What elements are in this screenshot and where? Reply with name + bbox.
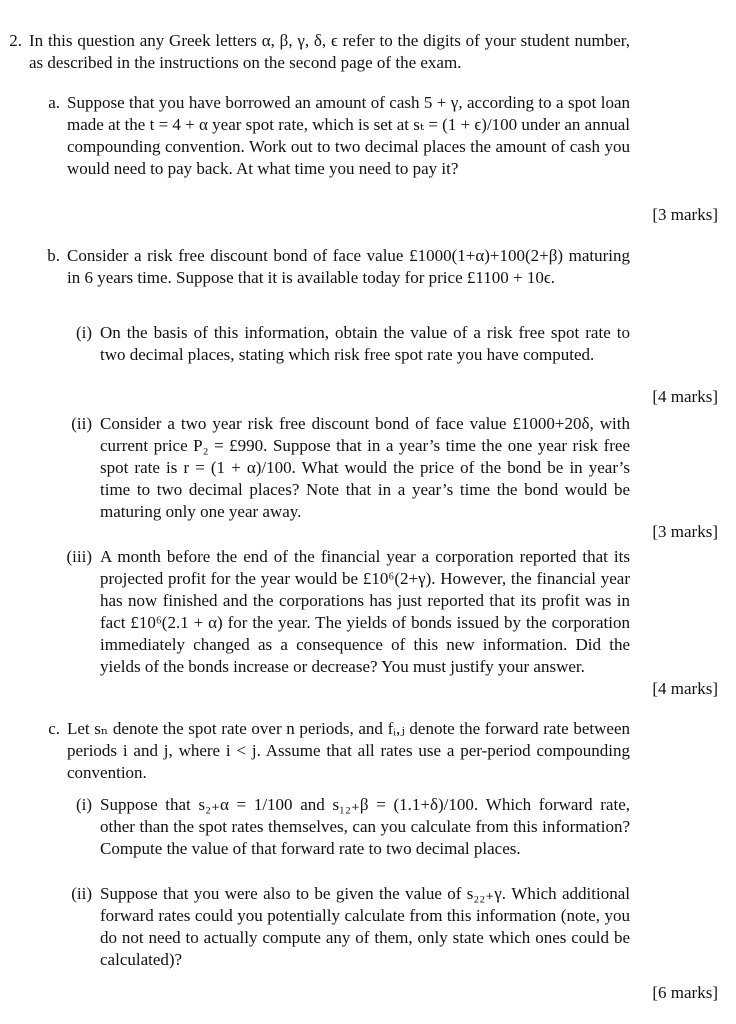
question-intro: In this question any Greek letters α, β, γ, δ, ϵ refer to the digits of your student number, as described in the instructions on the second page of the exam.: [29, 31, 630, 72]
part-a-text: Suppose that you have borrowed an amount of cash 5 + γ, according to a spot loan made at the t = 4 + α year spot rate, which is set at sₜ = (1 + ϵ)/100 under an annual compounding convention. Work out to two decimal places the amount of cash you would need to pay back. At what time you need to pay it?: [67, 93, 630, 178]
part-b-i-marks: [4 marks]: [652, 387, 718, 406]
part-a-marks: [3 marks]: [652, 205, 718, 224]
part-b-ii-marks: [3 marks]: [652, 522, 718, 541]
part-b-ii-label: (ii): [71, 414, 92, 433]
part-b-iii-marks: [4 marks]: [652, 679, 718, 698]
part-c-marks: [6 marks]: [652, 983, 718, 1002]
part-c-i-label: (i): [75, 795, 92, 814]
part-b-i-text: On the basis of this information, obtain the value of a risk free spot rate to two decimal places, stating which risk free spot rate you have computed.: [100, 323, 630, 364]
part-b-iii-text: A month before the end of the financial year a corporation reported that its projected profit for the year would be £10⁶(2+γ). However, the financial year has now finished and the corporations has just reported that its profit was in fact £10⁶(2.1 + α) for the year. The yields of bonds issued by the corporation immediately changed as a consequence of this new information. Did the yields of the bonds increase or decrease? You must justify your answer.: [100, 547, 630, 676]
part-c-i-text: Suppose that s₂₊α = 1/100 and s₁₂₊β = (1.1+δ)/100. Which forward rate, other than the spot rates themselves, can you calculate from this information? Compute the value of that forward rate to two decimal places.: [100, 795, 630, 858]
question-number: 2.: [9, 31, 22, 50]
part-b-i-label: (i): [75, 323, 92, 342]
part-b-iii-label: (iii): [66, 547, 92, 566]
part-c-text: Let sₙ denote the spot rate over n periods, and fᵢ,ⱼ denote the forward rate between periods i and j, where i < j. Assume that all rates use a per-period compounding convention.: [67, 719, 630, 782]
part-b-text: Consider a risk free discount bond of face value £1000(1+α)+100(2+β) maturing in 6 years time. Suppose that it is available today for price £1100 + 10ϵ.: [67, 246, 630, 287]
part-b-ii-text: Consider a two year risk free discount bond of face value £1000+20δ, with current price P₂ = £990. Suppose that in a year’s time the one year risk free spot rate is r = (1 + α)/100. What would the price of the bond be in year’s time to two decimal places? Note that in a year’s time the bond would be maturing only one year away.: [100, 414, 630, 521]
part-c-ii-label: (ii): [71, 884, 92, 903]
part-a-label: a.: [48, 93, 60, 112]
part-c-label: c.: [48, 719, 60, 738]
part-c-ii-text: Suppose that you were also to be given the value of s₂₂₊γ. Which additional forward rates could you potentially calculate from this information (note, you do not need to actually compute any of them, only state which ones could be calculated)?: [100, 884, 630, 969]
part-b-label: b.: [47, 246, 60, 265]
